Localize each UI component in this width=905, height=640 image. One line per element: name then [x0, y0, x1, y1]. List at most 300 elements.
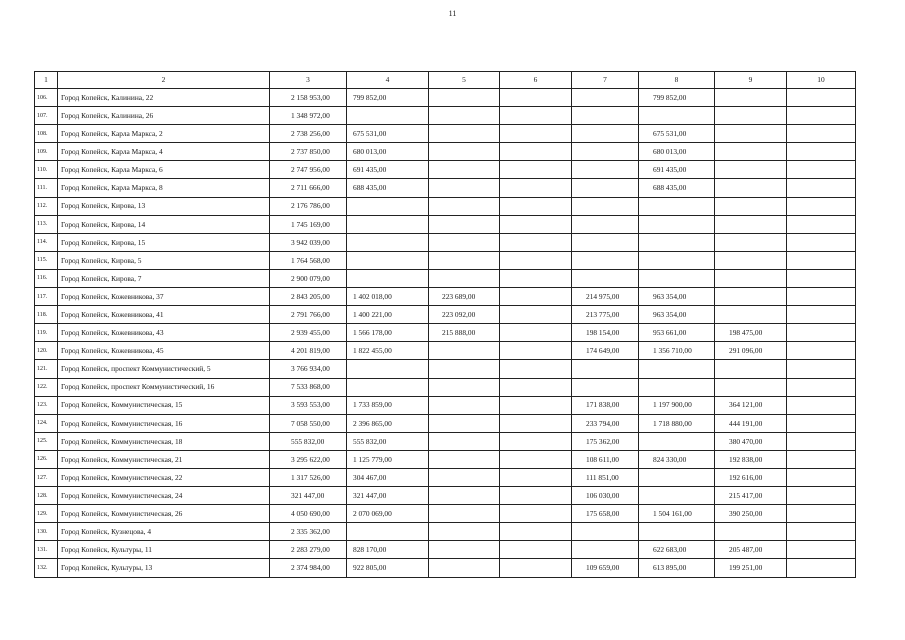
column-header: 4 [347, 72, 429, 89]
row-number-cell: 108. [35, 125, 58, 143]
table-row [35, 324, 856, 342]
row-number-cell: 129. [35, 505, 58, 523]
col8-cell: 824 330,00 [639, 450, 715, 468]
col8-cell [639, 107, 715, 125]
column-header: 9 [715, 72, 787, 89]
col10-cell [787, 523, 856, 541]
col6-cell [500, 505, 572, 523]
col4-cell: 1 733 859,00 [347, 396, 429, 414]
col9-cell [715, 360, 787, 378]
table-row [35, 505, 856, 523]
address-cell: Город Копейск, Кирова, 7 [58, 269, 270, 287]
col9-cell [715, 143, 787, 161]
col7-cell [572, 107, 639, 125]
col4-cell: 828 170,00 [347, 541, 429, 559]
col8-cell: 1 197 900,00 [639, 396, 715, 414]
col6-cell [500, 378, 572, 396]
table-row [35, 89, 856, 107]
address-cell: Город Копейск, проспект Коммунистический, 5 [58, 360, 270, 378]
col5-cell [429, 541, 500, 559]
row-number-cell: 107. [35, 107, 58, 125]
col3-cell: 2 176 786,00 [270, 197, 347, 215]
col4-cell [347, 251, 429, 269]
col4-cell [347, 378, 429, 396]
col5-cell [429, 378, 500, 396]
col5-cell [429, 161, 500, 179]
col6-cell [500, 197, 572, 215]
column-header: 7 [572, 72, 639, 89]
col7-cell: 214 975,00 [572, 288, 639, 306]
col3-cell: 3 593 553,00 [270, 396, 347, 414]
col4-cell: 304 467,00 [347, 468, 429, 486]
col3-cell: 2 939 455,00 [270, 324, 347, 342]
col4-cell [347, 233, 429, 251]
col4-cell: 1 400 221,00 [347, 306, 429, 324]
table-row [35, 523, 856, 541]
col10-cell [787, 251, 856, 269]
row-number-cell: 121. [35, 360, 58, 378]
col10-cell [787, 288, 856, 306]
col4-cell: 922 805,00 [347, 559, 429, 577]
col7-cell: 108 611,00 [572, 450, 639, 468]
col3-cell: 7 533 868,00 [270, 378, 347, 396]
col5-cell [429, 269, 500, 287]
col6-cell [500, 414, 572, 432]
row-number-cell: 124. [35, 414, 58, 432]
col3-cell: 3 766 934,00 [270, 360, 347, 378]
col9-cell [715, 251, 787, 269]
row-number-cell: 131. [35, 541, 58, 559]
col9-cell [715, 107, 787, 125]
col3-cell: 3 942 039,00 [270, 233, 347, 251]
col4-cell [347, 360, 429, 378]
col8-cell: 675 531,00 [639, 125, 715, 143]
col3-cell: 7 058 550,00 [270, 414, 347, 432]
col4-cell: 675 531,00 [347, 125, 429, 143]
address-cell: Город Копейск, Культуры, 13 [58, 559, 270, 577]
col6-cell [500, 89, 572, 107]
col10-cell [787, 360, 856, 378]
col5-cell [429, 523, 500, 541]
address-cell: Город Копейск, Карла Маркса, 2 [58, 125, 270, 143]
col8-cell [639, 523, 715, 541]
col9-cell: 380 470,00 [715, 432, 787, 450]
col6-cell [500, 288, 572, 306]
col3-cell: 1 764 568,00 [270, 251, 347, 269]
col9-cell: 199 251,00 [715, 559, 787, 577]
col7-cell: 175 658,00 [572, 505, 639, 523]
address-cell: Город Копейск, Кожевникова, 37 [58, 288, 270, 306]
col4-cell: 680 013,00 [347, 143, 429, 161]
col10-cell [787, 107, 856, 125]
col8-cell: 963 354,00 [639, 288, 715, 306]
col7-cell [572, 179, 639, 197]
col8-cell [639, 378, 715, 396]
col10-cell [787, 269, 856, 287]
row-number-cell: 123. [35, 396, 58, 414]
col7-cell [572, 197, 639, 215]
address-cell: Город Копейск, Карла Маркса, 6 [58, 161, 270, 179]
address-cell: Город Копейск, Кирова, 5 [58, 251, 270, 269]
col5-cell [429, 215, 500, 233]
col10-cell [787, 450, 856, 468]
row-number-cell: 116. [35, 269, 58, 287]
col10-cell [787, 468, 856, 486]
col3-cell: 2 711 666,00 [270, 179, 347, 197]
row-number-cell: 119. [35, 324, 58, 342]
address-cell: Город Копейск, Кирова, 13 [58, 197, 270, 215]
col5-cell [429, 505, 500, 523]
address-cell: Город Копейск, Культуры, 11 [58, 541, 270, 559]
table-row [35, 179, 856, 197]
col7-cell [572, 523, 639, 541]
col3-cell: 2 335 362,00 [270, 523, 347, 541]
col5-cell [429, 143, 500, 161]
table-row [35, 360, 856, 378]
col8-cell [639, 487, 715, 505]
address-cell: Город Копейск, Кузнецова, 4 [58, 523, 270, 541]
col5-cell [429, 559, 500, 577]
column-header: 6 [500, 72, 572, 89]
col3-cell: 321 447,00 [270, 487, 347, 505]
col10-cell [787, 541, 856, 559]
col5-cell [429, 89, 500, 107]
col3-cell: 2 900 079,00 [270, 269, 347, 287]
col6-cell [500, 523, 572, 541]
col7-cell [572, 269, 639, 287]
col3-cell: 2 283 279,00 [270, 541, 347, 559]
col5-cell [429, 360, 500, 378]
col5-cell [429, 468, 500, 486]
table-row [35, 541, 856, 559]
table-row [35, 125, 856, 143]
col9-cell [715, 125, 787, 143]
col5-cell [429, 233, 500, 251]
address-cell: Город Копейск, Коммунистическая, 18 [58, 432, 270, 450]
address-cell: Город Копейск, Кожевникова, 43 [58, 324, 270, 342]
row-number-cell: 130. [35, 523, 58, 541]
table-row [35, 559, 856, 577]
col10-cell [787, 505, 856, 523]
address-cell: Город Копейск, Коммунистическая, 22 [58, 468, 270, 486]
col8-cell: 1 504 161,00 [639, 505, 715, 523]
col7-cell [572, 251, 639, 269]
col6-cell [500, 215, 572, 233]
col7-cell: 175 362,00 [572, 432, 639, 450]
col4-cell: 2 396 865,00 [347, 414, 429, 432]
col10-cell [787, 414, 856, 432]
col6-cell [500, 306, 572, 324]
col7-cell [572, 541, 639, 559]
col10-cell [787, 487, 856, 505]
col10-cell [787, 215, 856, 233]
col8-cell [639, 360, 715, 378]
col3-cell: 3 295 622,00 [270, 450, 347, 468]
col10-cell [787, 559, 856, 577]
col5-cell [429, 251, 500, 269]
address-cell: Город Копейск, Коммунистическая, 16 [58, 414, 270, 432]
table-row [35, 288, 856, 306]
col8-cell [639, 197, 715, 215]
col4-cell: 691 435,00 [347, 161, 429, 179]
col4-cell [347, 197, 429, 215]
address-cell: Город Копейск, Калинина, 22 [58, 89, 270, 107]
col9-cell: 205 487,00 [715, 541, 787, 559]
row-number-cell: 115. [35, 251, 58, 269]
col3-cell: 2 843 205,00 [270, 288, 347, 306]
column-header: 2 [58, 72, 270, 89]
col6-cell [500, 432, 572, 450]
table-row [35, 233, 856, 251]
col5-cell [429, 450, 500, 468]
table-row [35, 396, 856, 414]
row-number-cell: 112. [35, 197, 58, 215]
col8-cell [639, 233, 715, 251]
col5-cell [429, 396, 500, 414]
col8-cell: 691 435,00 [639, 161, 715, 179]
col9-cell [715, 306, 787, 324]
col9-cell: 192 616,00 [715, 468, 787, 486]
col4-cell: 1 566 178,00 [347, 324, 429, 342]
col4-cell [347, 523, 429, 541]
col6-cell [500, 179, 572, 197]
col10-cell [787, 432, 856, 450]
col9-cell [715, 179, 787, 197]
col5-cell [429, 179, 500, 197]
col5-cell [429, 125, 500, 143]
address-cell: Город Копейск, Кожевникова, 45 [58, 342, 270, 360]
table-row [35, 378, 856, 396]
table-row [35, 215, 856, 233]
address-cell: Город Копейск, Карла Маркса, 4 [58, 143, 270, 161]
col9-cell [715, 233, 787, 251]
data-table [34, 71, 856, 578]
table-row [35, 107, 856, 125]
col7-cell: 213 775,00 [572, 306, 639, 324]
col10-cell [787, 197, 856, 215]
col4-cell [347, 215, 429, 233]
col5-cell [429, 432, 500, 450]
col8-cell: 622 683,00 [639, 541, 715, 559]
col9-cell [715, 288, 787, 306]
row-number-cell: 127. [35, 468, 58, 486]
col4-cell: 2 070 069,00 [347, 505, 429, 523]
col9-cell: 390 250,00 [715, 505, 787, 523]
col8-cell: 613 895,00 [639, 559, 715, 577]
col6-cell [500, 450, 572, 468]
col8-cell [639, 215, 715, 233]
col8-cell: 953 661,00 [639, 324, 715, 342]
col7-cell: 111 851,00 [572, 468, 639, 486]
col6-cell [500, 143, 572, 161]
col8-cell: 1 356 710,00 [639, 342, 715, 360]
col8-cell: 963 354,00 [639, 306, 715, 324]
column-header: 8 [639, 72, 715, 89]
col3-cell: 1 348 972,00 [270, 107, 347, 125]
address-cell: Город Копейск, Кирова, 14 [58, 215, 270, 233]
col7-cell [572, 360, 639, 378]
col3-cell: 2 791 766,00 [270, 306, 347, 324]
col3-cell: 555 832,00 [270, 432, 347, 450]
address-cell: Город Копейск, Кирова, 15 [58, 233, 270, 251]
col5-cell: 223 689,00 [429, 288, 500, 306]
col10-cell [787, 324, 856, 342]
col9-cell [715, 161, 787, 179]
col10-cell [787, 396, 856, 414]
col6-cell [500, 360, 572, 378]
table-row [35, 143, 856, 161]
col9-cell [715, 378, 787, 396]
col4-cell: 1 125 779,00 [347, 450, 429, 468]
col4-cell: 1 822 455,00 [347, 342, 429, 360]
col3-cell: 4 050 690,00 [270, 505, 347, 523]
col7-cell: 198 154,00 [572, 324, 639, 342]
col7-cell: 174 649,00 [572, 342, 639, 360]
col8-cell [639, 468, 715, 486]
col6-cell [500, 107, 572, 125]
col4-cell: 321 447,00 [347, 487, 429, 505]
col6-cell [500, 342, 572, 360]
col7-cell [572, 125, 639, 143]
col4-cell: 1 402 018,00 [347, 288, 429, 306]
col6-cell [500, 541, 572, 559]
col7-cell [572, 89, 639, 107]
row-number-cell: 109. [35, 143, 58, 161]
col10-cell [787, 161, 856, 179]
row-number-cell: 126. [35, 450, 58, 468]
table-row [35, 306, 856, 324]
table-row [35, 251, 856, 269]
col6-cell [500, 487, 572, 505]
col9-cell [715, 215, 787, 233]
col6-cell [500, 251, 572, 269]
col4-cell [347, 269, 429, 287]
col5-cell [429, 487, 500, 505]
col5-cell [429, 107, 500, 125]
col9-cell: 215 417,00 [715, 487, 787, 505]
address-cell: Город Копейск, Калинина, 26 [58, 107, 270, 125]
col7-cell: 106 030,00 [572, 487, 639, 505]
col9-cell [715, 269, 787, 287]
col7-cell [572, 161, 639, 179]
row-number-cell: 117. [35, 288, 58, 306]
column-header: 5 [429, 72, 500, 89]
col9-cell: 291 096,00 [715, 342, 787, 360]
col3-cell: 2 747 956,00 [270, 161, 347, 179]
row-number-cell: 110. [35, 161, 58, 179]
col9-cell: 444 191,00 [715, 414, 787, 432]
col3-cell: 2 374 984,00 [270, 559, 347, 577]
col6-cell [500, 324, 572, 342]
table-row [35, 414, 856, 432]
row-number-cell: 106. [35, 89, 58, 107]
table-row [35, 269, 856, 287]
col4-cell: 688 435,00 [347, 179, 429, 197]
col7-cell [572, 378, 639, 396]
page-number: 11 [448, 9, 457, 18]
col5-cell [429, 197, 500, 215]
address-cell: Город Копейск, Коммунистическая, 26 [58, 505, 270, 523]
col8-cell [639, 269, 715, 287]
row-number-cell: 113. [35, 215, 58, 233]
col4-cell: 799 852,00 [347, 89, 429, 107]
col3-cell: 2 738 256,00 [270, 125, 347, 143]
row-number-cell: 125. [35, 432, 58, 450]
col3-cell: 2 737 850,00 [270, 143, 347, 161]
col10-cell [787, 378, 856, 396]
col8-cell [639, 432, 715, 450]
column-header: 1 [35, 72, 58, 89]
col7-cell [572, 215, 639, 233]
col6-cell [500, 269, 572, 287]
col10-cell [787, 143, 856, 161]
col3-cell: 1 745 169,00 [270, 215, 347, 233]
address-cell: Город Копейск, Коммунистическая, 21 [58, 450, 270, 468]
col3-cell: 4 201 819,00 [270, 342, 347, 360]
address-cell: Город Копейск, Коммунистическая, 24 [58, 487, 270, 505]
col7-cell [572, 233, 639, 251]
table-row [35, 197, 856, 215]
col8-cell: 799 852,00 [639, 89, 715, 107]
col5-cell [429, 342, 500, 360]
header-row [35, 72, 856, 89]
row-number-cell: 114. [35, 233, 58, 251]
column-header: 10 [787, 72, 856, 89]
col7-cell: 109 659,00 [572, 559, 639, 577]
col6-cell [500, 559, 572, 577]
col6-cell [500, 125, 572, 143]
col5-cell: 215 888,00 [429, 324, 500, 342]
col5-cell [429, 414, 500, 432]
col3-cell: 2 158 953,00 [270, 89, 347, 107]
col10-cell [787, 179, 856, 197]
col5-cell: 223 092,00 [429, 306, 500, 324]
address-cell: Город Копейск, Карла Маркса, 8 [58, 179, 270, 197]
col8-cell: 680 013,00 [639, 143, 715, 161]
col8-cell: 1 718 880,00 [639, 414, 715, 432]
col10-cell [787, 306, 856, 324]
col6-cell [500, 161, 572, 179]
table-row [35, 487, 856, 505]
col4-cell [347, 107, 429, 125]
col6-cell [500, 396, 572, 414]
col7-cell: 233 794,00 [572, 414, 639, 432]
col6-cell [500, 233, 572, 251]
col9-cell: 364 121,00 [715, 396, 787, 414]
table-row [35, 432, 856, 450]
address-cell: Город Копейск, Коммунистическая, 15 [58, 396, 270, 414]
row-number-cell: 128. [35, 487, 58, 505]
col10-cell [787, 342, 856, 360]
col9-cell [715, 197, 787, 215]
col10-cell [787, 233, 856, 251]
col7-cell [572, 143, 639, 161]
table-row [35, 161, 856, 179]
col7-cell: 171 838,00 [572, 396, 639, 414]
col10-cell [787, 89, 856, 107]
col8-cell: 688 435,00 [639, 179, 715, 197]
row-number-cell: 118. [35, 306, 58, 324]
table-row [35, 342, 856, 360]
col9-cell: 192 838,00 [715, 450, 787, 468]
table-row [35, 468, 856, 486]
col8-cell [639, 251, 715, 269]
address-cell: Город Копейск, Кожевникова, 41 [58, 306, 270, 324]
col9-cell [715, 89, 787, 107]
col9-cell: 198 475,00 [715, 324, 787, 342]
address-cell: Город Копейск, проспект Коммунистический, 16 [58, 378, 270, 396]
table-row [35, 450, 856, 468]
